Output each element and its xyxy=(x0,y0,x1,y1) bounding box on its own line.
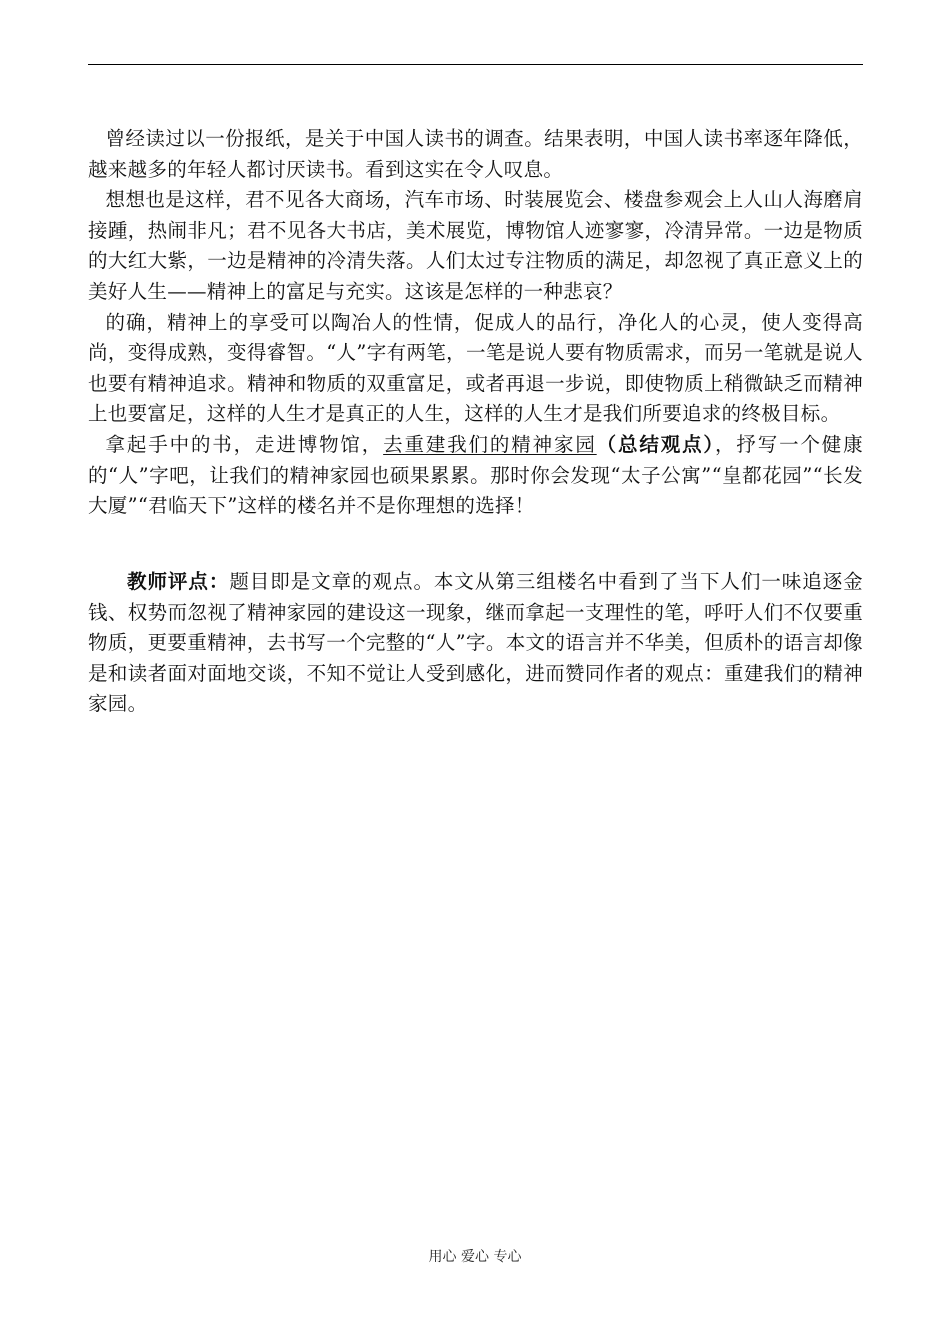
page-footer: 用心 爱心 专心 xyxy=(428,1249,522,1265)
teacher-comment xyxy=(88,567,863,720)
paragraph-4-closing: ，抒写一个健康的“人”字吧，让我们的精神家园也硕果累累。那时你会发现“太子公寓”“皇都花园”“长发大厦”“君临天下”这样的楼名并不是你理想的选择！ xyxy=(88,432,863,518)
essay-paragraph-1: 曾经读过以一份报纸，是关于中国人读书的调查。结果表明，中国人读书率逐年降低，越来越多的年轻人都讨厌读书。看到这实在令人叹息。 xyxy=(88,127,863,181)
header-rule xyxy=(88,64,863,65)
essay-paragraph-3: 的确，精神上的享受可以陶冶人的性情，促成人的品行，净化人的心灵，使人变得高尚，变得成熟，变得睿智。“人”字有两笔，一笔是说人要有物质需求，而另一笔就是说人也要有精神追求。精神和物质的双重富足，或者再退一步说，即使物质上稍微缺乏而精神上也要富足，这样的人生才是真正的人生，这样的人生才是我们所要追求的终极目标。 xyxy=(88,310,863,426)
teacher-comment-text: 题目即是文章的观点。本文从第三组楼名中看到了当下人们一味追逐金钱、权势而忽视了精神家园的建设这一现象，继而拿起一支理性的笔，呼吁人们不仅要重物质，更要重精神，去书写一个完整的“人”字。本文的语言并不华美，但质朴的语言却像是和读者面对面地交谈，不知不觉让人受到感化，进而赞同作者的观点：重建我们的精神家园。 xyxy=(88,570,863,715)
teacher-comment-label: 教师评点： xyxy=(127,570,230,593)
essay-paragraph-2: 想想也是这样，君不见各大商场，汽车市场、时装展览会、楼盘参观会上人山人海磨肩接踵，热闹非凡；君不见各大书店，美术展览，博物馆人迹寥寥，冷清异常。一边是物质的大红大紫，一边是精神的冷清失落。人们太过专注物质的满足，却忽视了真正意义上的美好人生——精神上的富足与充实。这该是怎样的一种悲哀？ xyxy=(88,188,863,303)
underlined-thesis: 去重建我们的精神家园 xyxy=(383,432,597,456)
essay-body xyxy=(88,124,863,522)
essay-paragraph-4 xyxy=(88,430,863,522)
paragraph-4-opening: 拿起手中的书，走进博物馆， xyxy=(105,432,384,456)
summary-note: （总结观点） xyxy=(596,432,716,456)
